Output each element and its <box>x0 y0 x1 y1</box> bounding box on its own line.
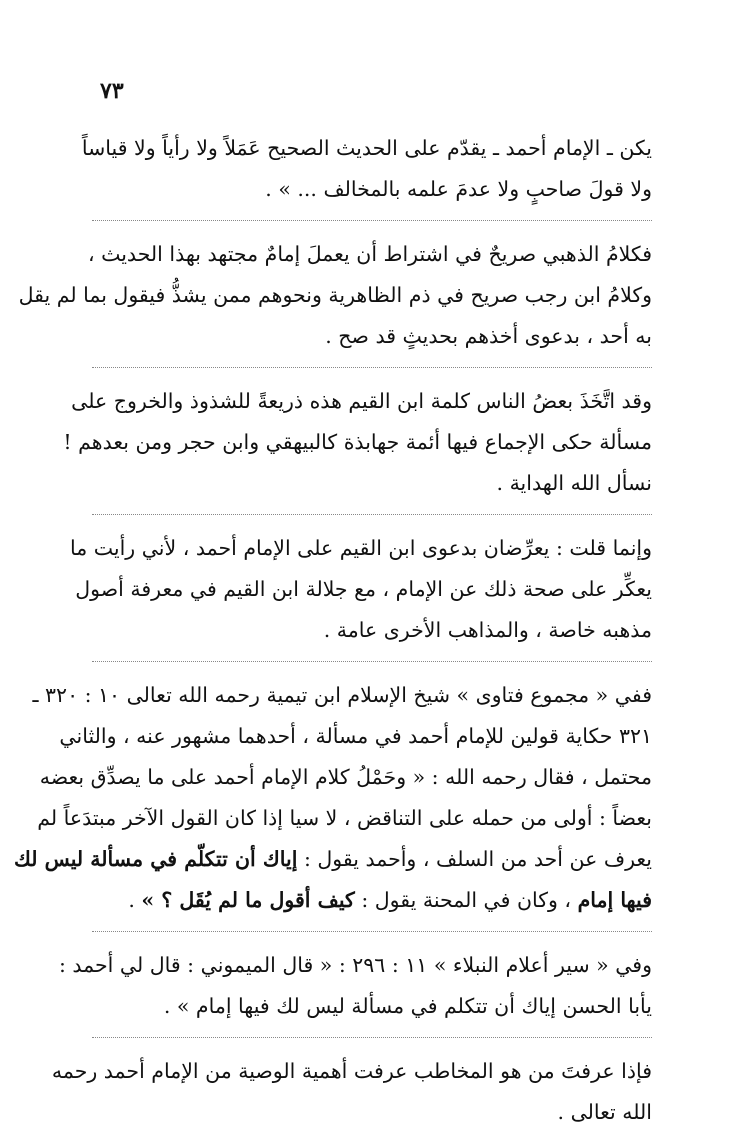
text-line: الله تعالى . <box>557 1100 652 1124</box>
text-line: يكن ـ الإمام أحمد ـ يقدّم على الحديث الصحيح عَمَلاً ولا رأياً ولا قياساً <box>81 136 652 160</box>
text-line: وكلامُ ابن رجب صريح في ذم الظاهرية ونحوهم ممن يشذُّ فيقول بما لم يقل <box>18 283 652 307</box>
paragraph-divider <box>92 931 652 933</box>
paragraph-5 <box>13 675 652 921</box>
paragraph-divider <box>92 367 652 369</box>
paragraph-divider <box>92 661 652 663</box>
body-text <box>13 128 652 1143</box>
text-line: مذهبه خاصة ، والمذاهب الأخرى عامة . <box>323 618 652 642</box>
text-line: ٣٢١ حكاية قولين للإمام أحمد في مسألة ، أحدهما مشهور عنه ، والثاني <box>59 724 652 748</box>
text-line: محتمل ، فقال رحمه الله : « وحَمْلُ كلام الإمام أحمد على ما يصدِّق بعضه <box>39 765 652 789</box>
text-line: ففي « مجموع فتاوى » شيخ الإسلام ابن تيمية رحمه الله تعالى ١٠ : ٣٢٠ ـ <box>32 683 652 707</box>
paragraph-divider <box>92 220 652 222</box>
text-line: مسألة حكى الإجماع فيها أئمة جهابذة كالبيهقي وابن حجر ومن بعدهم ! <box>63 430 652 454</box>
text-line: نسأل الله الهداية . <box>496 471 652 495</box>
text-line: بعضاً : أولى من حمله على التناقض ، لا سيا إذا كان القول الآخر مبتدَعاً لم <box>37 806 652 830</box>
paragraph-divider <box>92 1037 652 1039</box>
text-line: يعكِّر على صحة ذلك عن الإمام ، مع جلالة ابن القيم في معرفة أصول <box>75 577 652 601</box>
text-line: وإنما قلت : يعرِّضان بدعوى ابن القيم على الإمام أحمد ، لأني رأيت ما <box>70 536 652 560</box>
text-line: ولا قولَ صاحبٍ ولا عدمَ علمه بالمخالف ... » . <box>265 177 652 201</box>
text-line-bold-quote: فيها إمام ، وكان في المحنة يقول : كيف أقول ما لم يُقَل ؟ » . <box>128 888 652 912</box>
text-line: فإذا عرفتَ من هو المخاطب عرفت أهمية الوصية من الإمام أحمد رحمه <box>51 1059 652 1083</box>
paragraph-2 <box>18 234 652 357</box>
text-line-bold-quote: يعرف عن أحد من السلف ، وأحمد يقول : إياك أن تتكلّم في مسألة ليس لك <box>13 847 652 871</box>
paragraph-3 <box>63 381 652 504</box>
page-number: ٧٣ <box>100 78 124 104</box>
paragraph-4 <box>70 528 652 651</box>
paragraph-1 <box>81 128 652 210</box>
paragraph-7 <box>51 1051 652 1133</box>
paragraph-6 <box>58 945 652 1027</box>
text-line: وقد اتَّخَذَ بعضُ الناس كلمة ابن القيم هذه ذريعةً للشذوذ والخروج على <box>71 389 652 413</box>
text-line: يأبا الحسن إياك أن تتكلم في مسألة ليس لك فيها إمام » . <box>163 994 652 1018</box>
text-line: به أحد ، بدعوى أخذهم بحديثٍ قد صح . <box>325 324 652 348</box>
text-line: فكلامُ الذهبي صريحٌ في اشتراط أن يعملَ إمامٌ مجتهد بهذا الحديث ، <box>87 242 652 266</box>
paragraph-divider <box>92 514 652 516</box>
text-line: وفي « سير أعلام النبلاء » ١١ : ٢٩٦ : « قال الميموني : قال لي أحمد : <box>58 953 652 977</box>
